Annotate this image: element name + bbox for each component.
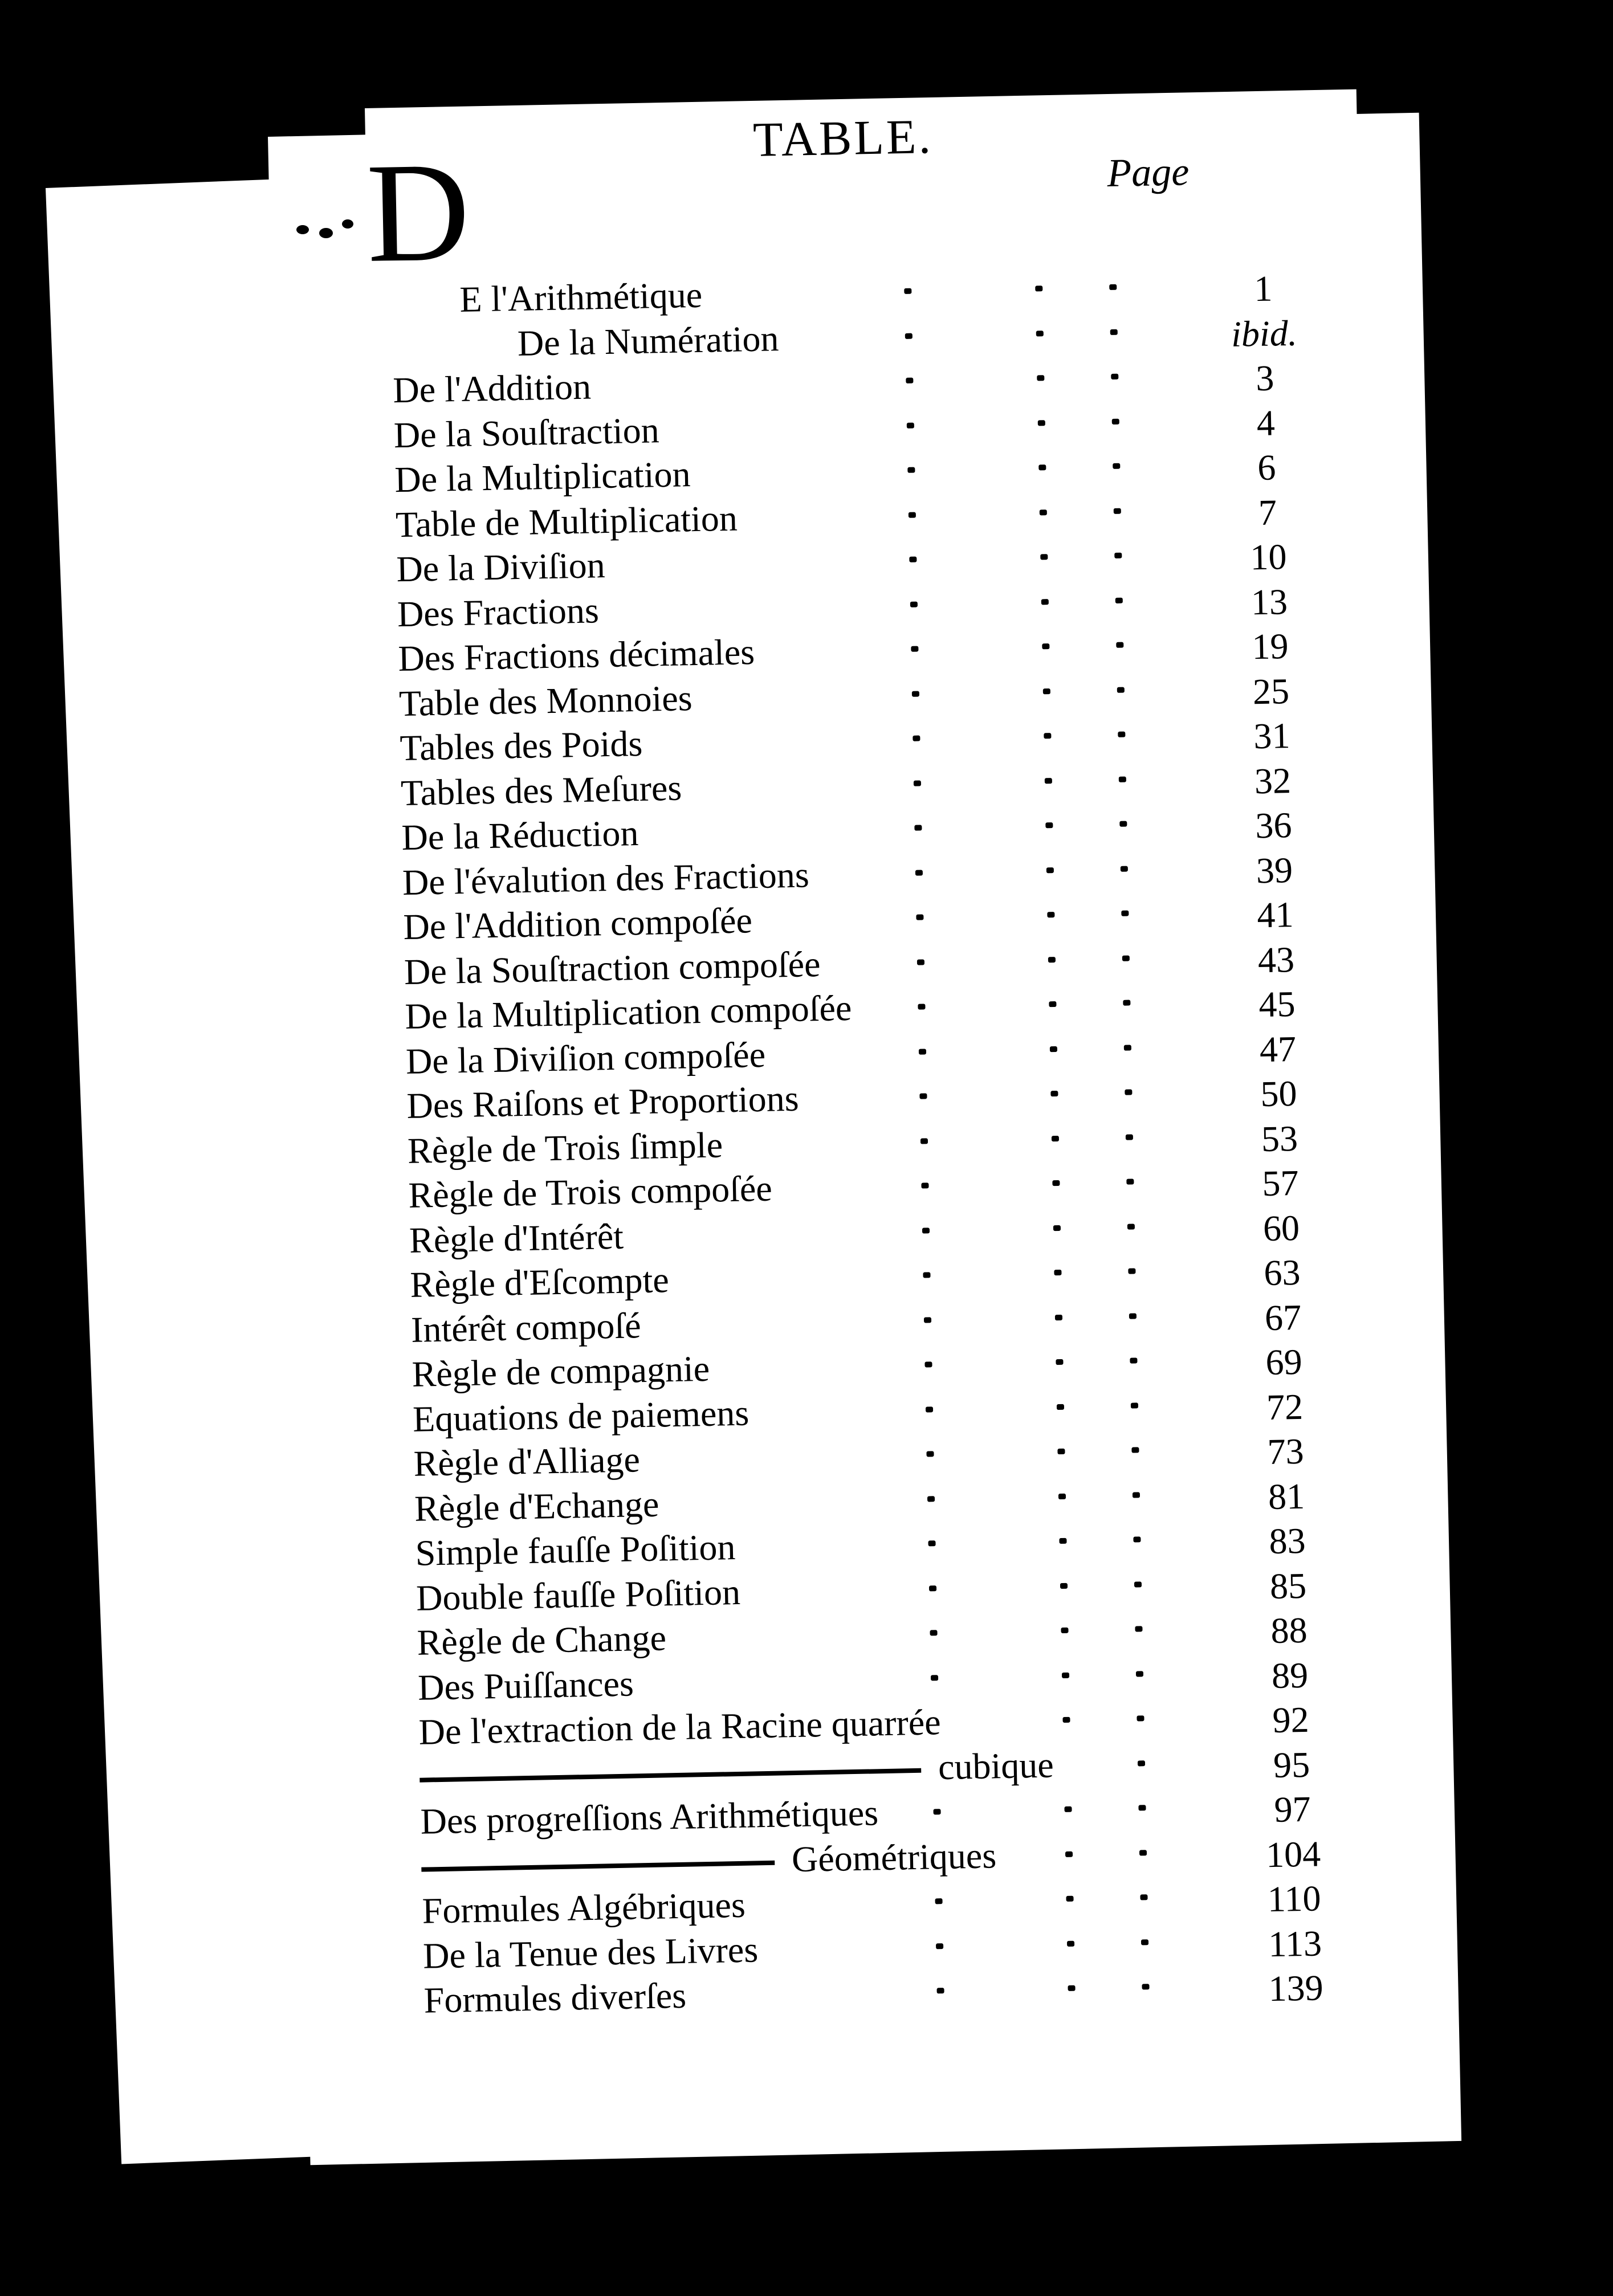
toc-page-number: 95 [1273,1744,1310,1785]
leader-dot [1112,418,1119,424]
toc-entry-label: De la Multiplication compoſée [404,987,852,1037]
toc-page-number: 88 [1270,1609,1308,1651]
leader-dot [911,646,918,652]
toc-page-number: 36 [1254,805,1293,846]
toc-entry-label: Règle de Trois compoſée [408,1168,773,1216]
leader-dot [1110,329,1118,335]
toc-entry-label: Des Fractions décimales [397,631,755,679]
leader-dot [1060,1583,1068,1588]
leader-dot [1038,464,1046,470]
toc-page-number: 25 [1252,670,1290,712]
leader-dot [1121,911,1129,916]
toc-entry-label: Règle de Change [417,1617,667,1663]
toc-page-number: 32 [1254,760,1292,801]
toc-page-number: 63 [1263,1251,1301,1294]
leader-dot [1041,599,1049,605]
toc-page-number: 43 [1257,939,1295,980]
leader-dot [1141,1939,1148,1945]
toc-entry-label: Géométriques [791,1834,997,1879]
leader-dot [1128,1268,1135,1274]
toc-page-number: 89 [1271,1654,1309,1696]
toc-entry-label: Des progreſſions Arithmétiques [420,1792,879,1842]
leader-dot [919,1093,927,1099]
leader-dot [1046,867,1054,873]
leader-dot [1054,1270,1061,1275]
leader-dot [909,512,916,517]
leader-dot [1052,1135,1059,1141]
leader-dot [1050,1046,1057,1051]
leader-dot [1044,733,1051,739]
toc-page-number: 69 [1265,1341,1303,1383]
toc-entry-label: Règle d'Eſcompte [409,1259,670,1305]
toc-page-number: 19 [1251,626,1289,667]
leader-dot [1043,688,1050,694]
leader-dot [930,1630,937,1636]
toc-entry-label: Règle de compagnie [411,1348,710,1394]
leader-dot [1135,1626,1142,1632]
leader-dot [1067,1940,1074,1946]
toc-page-number: 57 [1261,1162,1300,1204]
toc-page-number: 113 [1268,1922,1322,1964]
leader-dot [905,333,913,339]
leader-dot [1114,553,1122,558]
page-title: TABLE. [752,108,934,167]
toc-page-number: 53 [1261,1118,1298,1159]
toc-entry-label: De l'extraction de la Racine quarrée [418,1702,942,1752]
leader-dot [907,422,914,428]
toc-entry-label: Tables des Meſures [400,767,682,813]
leader-dot [1138,1760,1145,1766]
leader-dot [1047,912,1054,917]
leader-dot [1133,1536,1140,1542]
leader-dot [924,1361,932,1367]
leader-dot [935,1898,942,1904]
leader-dot [1053,1225,1061,1230]
leader-dot [1050,1091,1058,1096]
leader-dot [1119,776,1126,782]
leader-dot [1113,463,1120,469]
toc-page-number: 13 [1251,581,1288,622]
leader-dot [1139,1850,1147,1855]
toc-entry-label: De la Multiplication [394,454,691,500]
leader-dot [1140,1894,1147,1900]
leader-dot [1045,822,1053,828]
toc-entry-label: Règle d'Echange [414,1483,659,1529]
leader-dot [1057,1404,1064,1409]
leader-dot [1038,420,1045,426]
toc-entry-label: Des Puiſſances [417,1662,634,1708]
leader-dot [1138,1805,1146,1810]
leader-dot [1131,1447,1139,1453]
toc-page-number: 50 [1260,1072,1298,1115]
leader-dot [1062,1717,1070,1723]
toc-entry-label: De l'évalution des Fractions [402,854,810,903]
leader-dot [937,1988,944,1993]
leader-dot [914,780,921,786]
toc-page-number: 67 [1264,1296,1302,1338]
leader-dot [1127,1224,1135,1229]
leader-dot [913,735,920,741]
toc-page-number: 97 [1273,1788,1311,1830]
leader-dot [924,1317,931,1323]
toc-entry-label: Règle d'Intérêt [409,1216,624,1261]
leader-dot [916,914,923,920]
book-page [365,89,1395,2131]
toc-page-number: ibid. [1231,312,1298,354]
toc-page-number: 4 [1256,402,1276,443]
leader-dot [906,378,913,384]
leader-dot [1126,1178,1134,1184]
toc-entry-label: Formules diverſes [423,1975,687,2021]
toc-page-number: 83 [1268,1520,1306,1561]
toc-entry-label: Règle de Trois ſimple [407,1124,723,1171]
leader-dot [1109,284,1117,290]
leader-dot [1040,509,1047,515]
leader-dot [915,870,923,875]
toc-entry-label: De la Diviſion [396,545,606,590]
leader-dot [1052,1180,1060,1186]
leader-dot [929,1585,936,1591]
toc-entry-label: Table des Monnoies [398,677,693,724]
toc-page-number: 72 [1266,1386,1304,1428]
leader-dot [1142,1984,1149,1989]
leader-dot [1042,643,1049,649]
leader-dot [1115,597,1123,603]
leader-dot [912,691,919,696]
toc-page-number: 45 [1258,983,1296,1025]
toc-page-number: 3 [1255,357,1275,399]
toc-entry-label: De la Réduction [401,813,640,858]
toc-page-number: 31 [1253,715,1291,757]
toc-page-number: 139 [1268,1967,1324,2009]
leader-dot [1059,1538,1066,1544]
leader-dot [1036,331,1044,336]
leader-dot [1062,1672,1069,1678]
toc-page-number: 85 [1269,1565,1307,1606]
toc-entry-label: De la Numération [517,317,780,364]
toc-entry-label: Simple fauſſe Poſition [415,1526,736,1573]
leader-dot [1057,1449,1065,1454]
leader-dot [926,1451,934,1457]
toc-entry-label: De l'Addition compoſée [402,900,753,947]
leader-dot [1040,554,1048,560]
leader-dot [1116,642,1123,648]
page-column-header: Page [1106,150,1190,196]
toc-page-number: 1 [1253,268,1273,309]
toc-page-number: 39 [1256,849,1293,891]
toc-page-number: 60 [1262,1207,1300,1249]
toc-page-number: 104 [1265,1833,1321,1875]
leader-dot [921,1182,928,1188]
leader-dot [1037,375,1044,381]
toc-entry-label: Formules Algébriques [422,1884,746,1931]
toc-entry-label: Table de Multiplication [395,497,738,545]
drop-cap: D [365,132,471,292]
leader-dot [1124,1045,1131,1050]
leader-dot [922,1227,930,1233]
leader-dot [1123,1000,1130,1006]
leader-dot [1121,866,1128,871]
leader-dot [1134,1581,1142,1587]
leader-dot [1122,955,1130,961]
toc-page-number: 47 [1259,1028,1297,1070]
toc-entry-label: De la Diviſion compoſée [405,1034,766,1082]
leader-dot [927,1496,935,1502]
leader-dot [1111,374,1118,380]
leader-dot [1045,778,1052,784]
leader-dot [910,601,918,607]
leader-dot [1117,687,1125,692]
leader-dot [926,1406,933,1412]
leader-dot [931,1675,938,1681]
leader-dot [904,288,911,294]
leader-dot [923,1272,930,1278]
toc-page-number: 10 [1249,536,1288,578]
leader-dot [1068,1985,1075,1991]
leader-dot [1064,1806,1072,1812]
leader-dot [1048,957,1056,963]
leader-dot [1130,1357,1137,1363]
leader-dot [1129,1313,1137,1319]
leader-dot [1049,1001,1056,1007]
leader-dot [1056,1359,1063,1365]
leader-dot [936,1943,943,1949]
leader-dot [1136,1671,1143,1677]
leader-dot [919,1049,926,1054]
leader-dot [1118,732,1125,737]
toc-entry-label: De la Souſtraction [393,409,660,455]
toc-entry-label: Règle d'Alliage [413,1439,641,1484]
toc-entry-label: Tables des Poids [399,723,643,769]
leader-dot [917,959,924,965]
leader-dot [1131,1402,1138,1408]
leader-dot [1035,286,1042,291]
toc-page-number: 7 [1258,491,1277,533]
scan-speck [296,225,309,234]
toc-page-number: 92 [1272,1699,1310,1740]
leader-dot [909,557,917,562]
scan-speck [342,219,353,229]
toc-entry-label: Intérêt compoſé [410,1304,642,1350]
leader-dot [1119,821,1127,827]
leader-dot [1061,1628,1068,1633]
toc-entry-label: De la Tenue des Livres [422,1928,759,1976]
toc-page-number: 41 [1256,894,1294,936]
toc-entry-label: Des Fractions [397,589,600,634]
toc-entry-label: De l'Addition [392,366,592,411]
leader-dot [1137,1715,1144,1721]
toc-page-number: 110 [1267,1878,1322,1920]
leader-dot [914,825,922,830]
leader-dot [1058,1493,1066,1499]
leader-dot [928,1540,935,1546]
toc-entry-label: E l'Arithmétique [459,274,703,320]
toc-entry-label: Double fauſſe Poſition [416,1571,741,1618]
leader-dot [1125,1089,1132,1095]
leader-dot [1133,1492,1140,1498]
toc-entry-label: Des Raiſons et Proportions [406,1078,800,1126]
scan-speck [319,228,333,238]
leader-dot [907,467,915,473]
leader-dot [920,1138,928,1144]
leader-dot [1114,508,1121,513]
leader-dot [1065,1851,1073,1857]
leader-dot [933,1809,940,1814]
leader-dot [1126,1134,1133,1140]
toc-page-number: 81 [1268,1475,1305,1517]
leader-dot [1055,1314,1062,1320]
toc-entry-label: cubique [938,1744,1054,1787]
toc-page-number: 6 [1257,447,1277,488]
toc-page-number: 73 [1266,1430,1305,1473]
leader-dot [918,1004,925,1009]
leader-dot [1066,1896,1073,1902]
toc-entry-label: Equations de paiemens [412,1392,750,1439]
toc-entry-label: De la Souſtraction compoſée [404,943,821,992]
